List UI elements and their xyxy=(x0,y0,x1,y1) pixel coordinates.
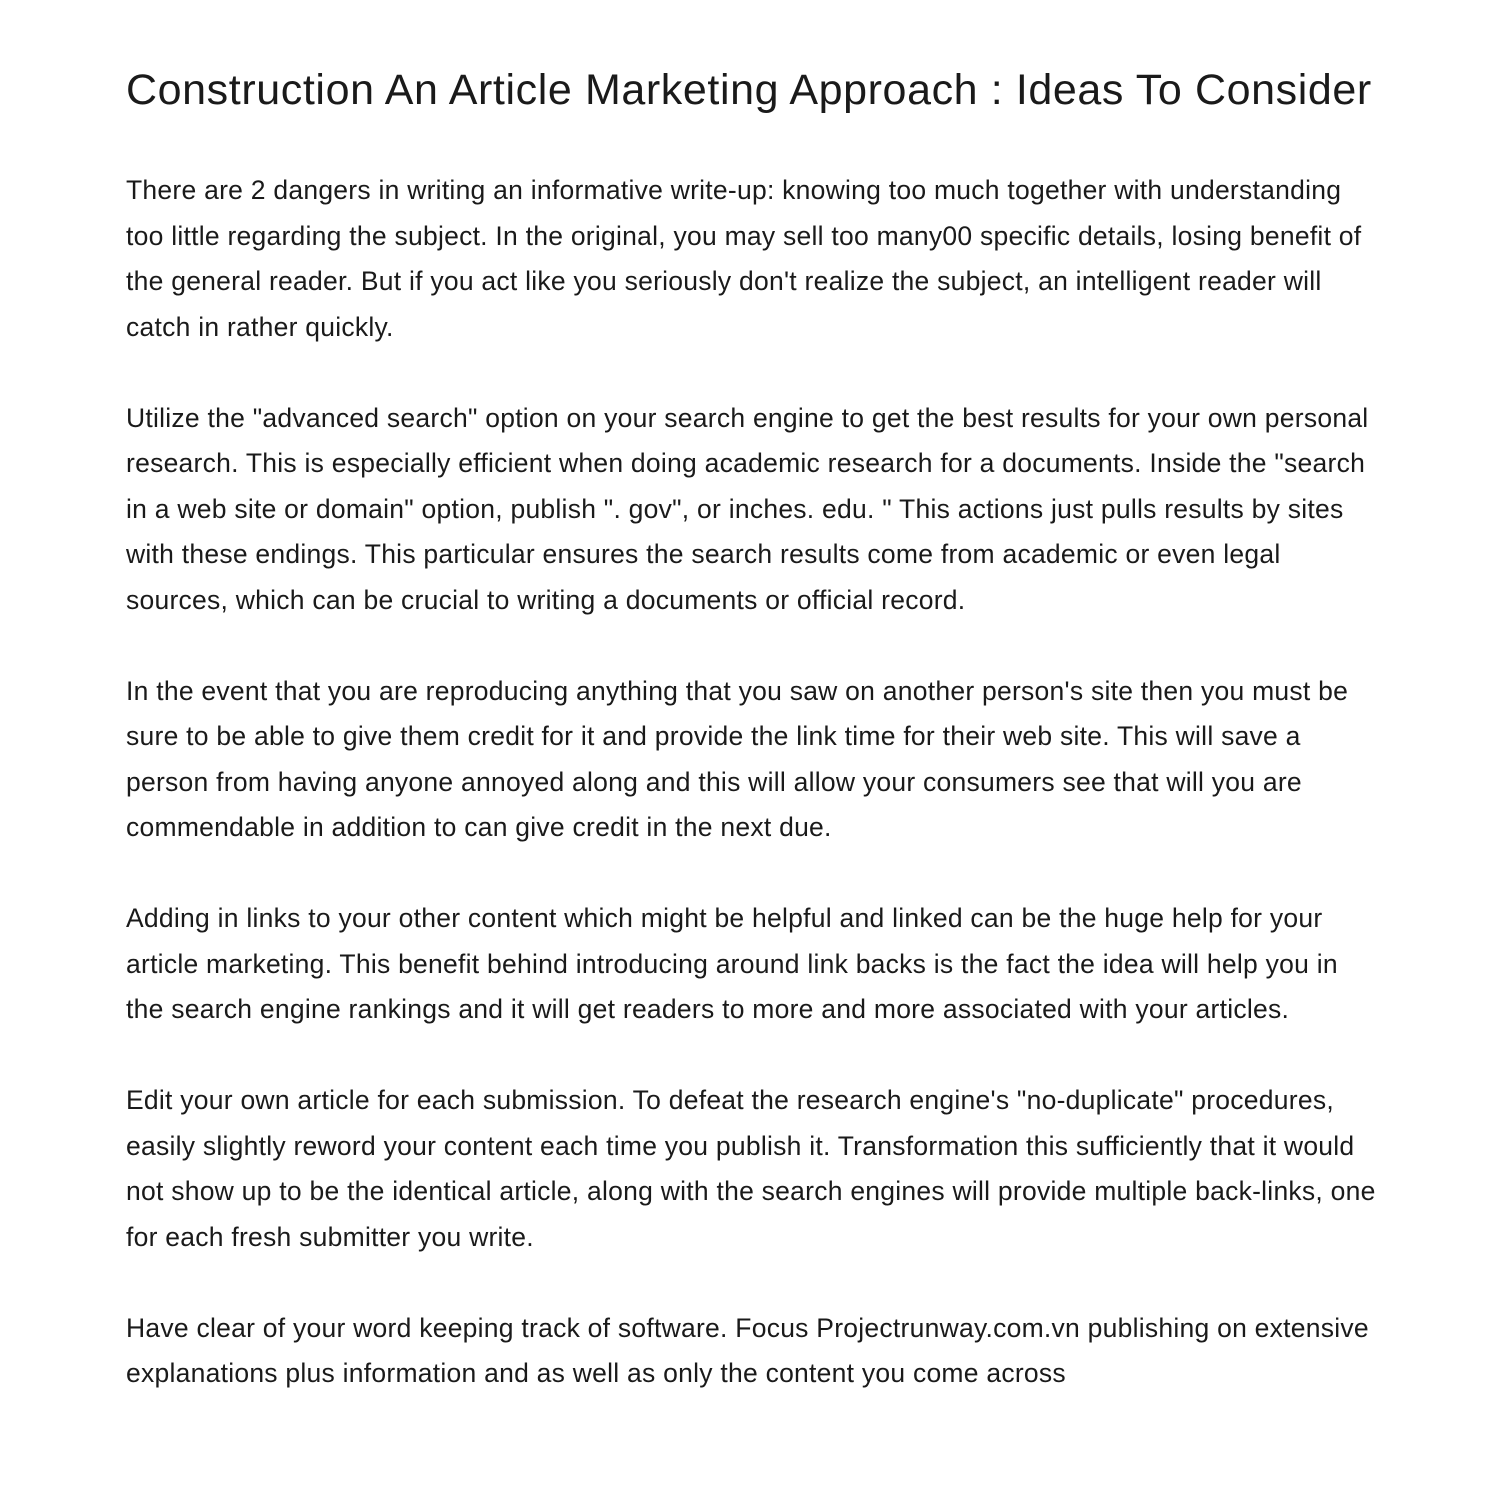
paragraph-4: Adding in links to your other content which might be helpful and linked can be the huge help for your article marketing. This benefit behind introducing around link backs is the fact the idea will help you in the search engine rankings and it will get readers to more and more associated with your articles. xyxy=(126,903,1338,1024)
paragraph-1: There are 2 dangers in writing an informative write-up: knowing too much together with understanding too little regarding the subject. In the original, you may sell too many00 specific details, losing benefit of the general reader. But if you act like you seriously don't realize the subject, an intelligent reader will catch in rather quickly. xyxy=(126,175,1362,342)
paragraph-6: Have clear of your word keeping track of software. Focus Projectrunway.com.vn publishing on extensive explanations plus information and as well as only the content you come across xyxy=(126,1312,1369,1388)
document-page xyxy=(126,68,1376,1442)
paragraph-2: Utilize the "advanced search" option on your search engine to get the best results for your own personal research. This is especially efficient when doing academic research for a documents. Inside the "search in a web site or domain" option, publish ". gov", or inches. edu. " This actions just pulls results by sites with these endings. This particular ensures the search results come from academic or even legal sources, which can be crucial to writing a documents or official record. xyxy=(126,402,1369,615)
page-title: Construction An Article Marketing Approach : Ideas To Consider xyxy=(126,66,1372,114)
paragraph-3: In the event that you are reproducing anything that you saw on another person's site then you must be sure to be able to give them credit for it and provide the link time for their web site. This will save a person from having anyone annoyed along and this will allow your consumers see that will you are commendable in addition to can give credit in the next due. xyxy=(126,675,1349,842)
paragraph-5: Edit your own article for each submission. To defeat the research engine's "no-duplicate" procedures, easily slightly reword your content each time you publish it. Transformation this sufficiently that it would not show up to be the identical article, along with the search engines will provide multiple back-links, one for each fresh submitter you write. xyxy=(126,1085,1376,1252)
